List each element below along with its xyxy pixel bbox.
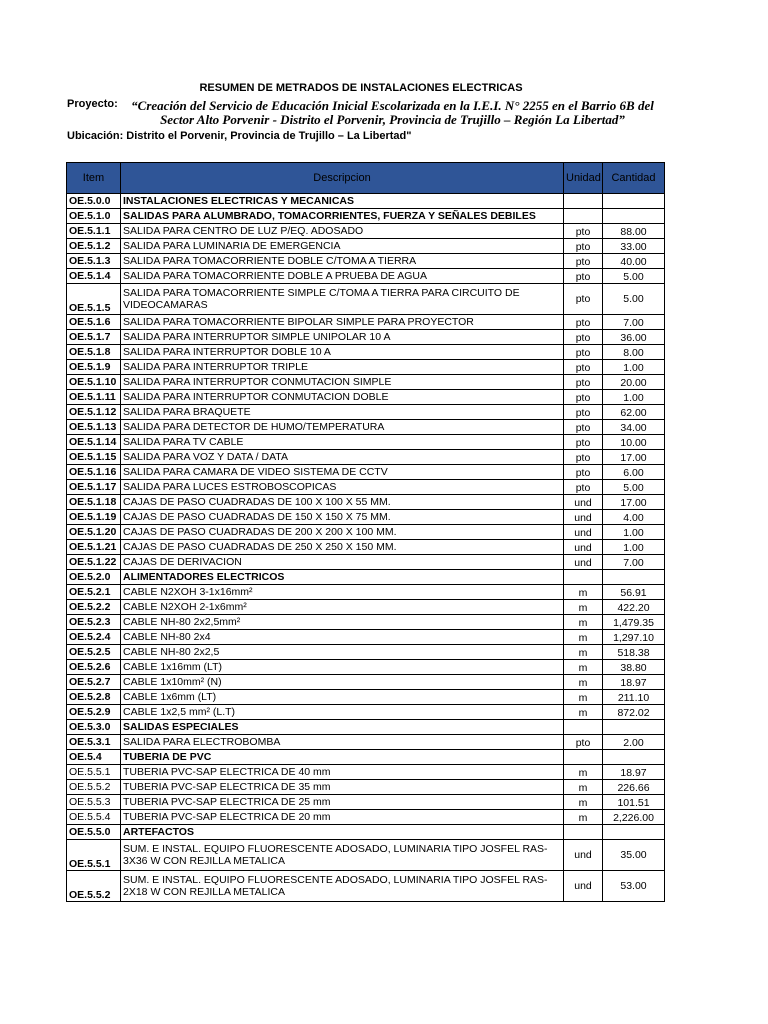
row-unit: pto (564, 284, 603, 315)
row-item-code: OE.5.2.0 (67, 570, 121, 585)
table-row (67, 375, 665, 390)
row-quantity: 56.91 (603, 585, 665, 600)
row-unit: pto (564, 345, 603, 360)
row-quantity: 38.80 (603, 660, 665, 675)
row-unit: pto (564, 435, 603, 450)
table-row (67, 585, 665, 600)
row-description: CABLE 1x10mm² (N) (121, 675, 564, 690)
row-quantity: 5.00 (603, 284, 665, 315)
table-row (67, 209, 665, 224)
row-unit: m (564, 660, 603, 675)
row-unit: m (564, 690, 603, 705)
row-unit: pto (564, 224, 603, 239)
row-quantity: 40.00 (603, 254, 665, 269)
row-item-code: OE.5.1.17 (67, 480, 121, 495)
row-unit: pto (564, 420, 603, 435)
table-row (67, 345, 665, 360)
row-description: SALIDA PARA VOZ Y DATA / DATA (121, 450, 564, 465)
table-row (67, 269, 665, 284)
row-item-code: OE.5.1.11 (67, 390, 121, 405)
row-item-code: OE.5.2.3 (67, 615, 121, 630)
table-row (67, 540, 665, 555)
table-row (67, 705, 665, 720)
row-unit: pto (564, 239, 603, 254)
table-row (67, 825, 665, 840)
table-row (67, 615, 665, 630)
row-unit: pto (564, 254, 603, 269)
row-quantity: 5.00 (603, 480, 665, 495)
row-item-code: OE.5.1.1 (67, 224, 121, 239)
row-unit: und (564, 510, 603, 525)
project-description (120, 99, 665, 127)
row-unit (564, 720, 603, 735)
row-quantity: 1.00 (603, 525, 665, 540)
row-quantity: 101.51 (603, 795, 665, 810)
row-item-code: OE.5.2.1 (67, 585, 121, 600)
row-item-code: OE.5.3.1 (67, 735, 121, 750)
project-description-line-2: Sector Alto Porvenir - Distrito el Porvenir, Provincia de Trujillo – Región La Libertad” (160, 112, 625, 127)
row-unit: m (564, 795, 603, 810)
row-unit: pto (564, 450, 603, 465)
row-description: SALIDA PARA CENTRO DE LUZ P/EQ. ADOSADO (121, 224, 564, 239)
row-item-code: OE.5.2.2 (67, 600, 121, 615)
row-unit: m (564, 645, 603, 660)
table-row (67, 495, 665, 510)
row-quantity: 518.38 (603, 645, 665, 660)
row-description: SUM. E INSTAL. EQUIPO FLUORESCENTE ADOSADO, LUMINARIA TIPO JOSFEL RAS-2X18 W CON REJILLA METALICA (121, 871, 564, 902)
row-description: SALIDA PARA INTERRUPTOR CONMUTACION DOBLE (121, 390, 564, 405)
table-row (67, 405, 665, 420)
row-item-code: OE.5.1.13 (67, 420, 121, 435)
row-description: SALIDA PARA DETECTOR DE HUMO/TEMPERATURA (121, 420, 564, 435)
row-description: CABLE N2XOH 2-1x6mm² (121, 600, 564, 615)
row-description: CABLE 1x2,5 mm² (L.T) (121, 705, 564, 720)
table-row (67, 720, 665, 735)
row-item-code: OE.5.2.4 (67, 630, 121, 645)
row-quantity: 7.00 (603, 555, 665, 570)
row-quantity: 18.97 (603, 675, 665, 690)
table-row (67, 675, 665, 690)
row-quantity: 17.00 (603, 495, 665, 510)
row-item-code: OE.5.1.15 (67, 450, 121, 465)
row-item-code: OE.5.1.7 (67, 330, 121, 345)
row-unit (564, 825, 603, 840)
row-description: TUBERIA PVC-SAP ELECTRICA DE 20 mm (121, 810, 564, 825)
row-description: SALIDAS PARA ALUMBRADO, TOMACORRIENTES, FUERZA Y SEÑALES DEBILES (121, 209, 564, 224)
row-unit: pto (564, 375, 603, 390)
row-item-code: OE.5.5.2 (67, 780, 121, 795)
row-description: CABLE NH-80 2x2,5mm² (121, 615, 564, 630)
row-item-code: OE.5.1.22 (67, 555, 121, 570)
row-unit: m (564, 630, 603, 645)
table-row (67, 360, 665, 375)
row-description: CAJAS DE PASO CUADRADAS DE 100 X 100 X 55 MM. (121, 495, 564, 510)
row-description: CABLE 1x16mm (LT) (121, 660, 564, 675)
table-row (67, 630, 665, 645)
row-item-code: OE.5.1.20 (67, 525, 121, 540)
row-description: CABLE N2XOH 3-1x16mm² (121, 585, 564, 600)
row-description: TUBERIA DE PVC (121, 750, 564, 765)
row-item-code: OE.5.1.9 (67, 360, 121, 375)
row-description: SALIDA PARA INTERRUPTOR TRIPLE (121, 360, 564, 375)
row-unit: pto (564, 465, 603, 480)
table-row (67, 420, 665, 435)
row-item-code: OE.5.2.8 (67, 690, 121, 705)
row-quantity: 35.00 (603, 840, 665, 871)
row-unit: m (564, 780, 603, 795)
table-row (67, 194, 665, 209)
row-quantity: 2,226.00 (603, 810, 665, 825)
row-item-code: OE.5.1.12 (67, 405, 121, 420)
row-item-code: OE.5.2.9 (67, 705, 121, 720)
row-item-code: OE.5.5.0 (67, 825, 121, 840)
row-item-code: OE.5.1.5 (67, 284, 121, 315)
row-description: SALIDA PARA LUCES ESTROBOSCOPICAS (121, 480, 564, 495)
row-item-code: OE.5.1.21 (67, 540, 121, 555)
table-row (67, 735, 665, 750)
row-quantity: 62.00 (603, 405, 665, 420)
row-description: SALIDA PARA TOMACORRIENTE DOBLE C/TOMA A TIERRA (121, 254, 564, 269)
row-quantity: 4.00 (603, 510, 665, 525)
row-quantity: 33.00 (603, 239, 665, 254)
row-quantity: 1.00 (603, 540, 665, 555)
row-description: SALIDA PARA INTERRUPTOR SIMPLE UNIPOLAR 10 A (121, 330, 564, 345)
row-description: SALIDAS ESPECIALES (121, 720, 564, 735)
row-quantity: 53.00 (603, 871, 665, 902)
row-unit: und (564, 840, 603, 871)
row-unit: pto (564, 330, 603, 345)
row-description: CAJAS DE PASO CUADRADAS DE 200 X 200 X 100 MM. (121, 525, 564, 540)
row-item-code: OE.5.1.2 (67, 239, 121, 254)
table-row (67, 435, 665, 450)
row-quantity: 226.66 (603, 780, 665, 795)
row-item-code: OE.5.0.0 (67, 194, 121, 209)
row-quantity (603, 750, 665, 765)
row-item-code: OE.5.2.5 (67, 645, 121, 660)
table-row (67, 525, 665, 540)
row-quantity: 20.00 (603, 375, 665, 390)
row-description: CABLE NH-80 2x2,5 (121, 645, 564, 660)
row-item-code: OE.5.1.19 (67, 510, 121, 525)
table-row (67, 465, 665, 480)
row-unit (564, 209, 603, 224)
table-row (67, 480, 665, 495)
row-unit: pto (564, 360, 603, 375)
row-item-code: OE.5.1.0 (67, 209, 121, 224)
row-quantity: 18.97 (603, 765, 665, 780)
row-unit (564, 750, 603, 765)
row-item-code: OE.5.5.1 (67, 840, 121, 871)
row-description: INSTALACIONES ELECTRICAS Y MECANICAS (121, 194, 564, 209)
row-description: SALIDA PARA INTERRUPTOR CONMUTACION SIMPLE (121, 375, 564, 390)
row-description: TUBERIA PVC-SAP ELECTRICA DE 40 mm (121, 765, 564, 780)
row-unit: m (564, 600, 603, 615)
table-row (67, 330, 665, 345)
project-description-line-1: “Creación del Servicio de Educación Inicial Escolarizada en la I.E.I. N° 2255 en el Barrio 6B del (131, 98, 654, 113)
row-unit: pto (564, 480, 603, 495)
table-row (67, 510, 665, 525)
row-item-code: OE.5.1.14 (67, 435, 121, 450)
table-row (67, 315, 665, 330)
row-unit: m (564, 675, 603, 690)
table-row (67, 450, 665, 465)
row-unit: pto (564, 315, 603, 330)
row-quantity (603, 570, 665, 585)
row-item-code: OE.5.5.4 (67, 810, 121, 825)
row-description: CABLE 1x6mm (LT) (121, 690, 564, 705)
row-item-code: OE.5.3.0 (67, 720, 121, 735)
table-row (67, 660, 665, 675)
row-unit (564, 194, 603, 209)
row-quantity: 422.20 (603, 600, 665, 615)
row-item-code: OE.5.5.2 (67, 871, 121, 902)
row-item-code: OE.5.1.6 (67, 315, 121, 330)
table-body (67, 194, 665, 902)
row-quantity: 1,297.10 (603, 630, 665, 645)
table-row (67, 765, 665, 780)
row-description: TUBERIA PVC-SAP ELECTRICA DE 25 mm (121, 795, 564, 810)
row-quantity: 8.00 (603, 345, 665, 360)
table-row (67, 750, 665, 765)
row-item-code: OE.5.1.18 (67, 495, 121, 510)
row-item-code: OE.5.5.1 (67, 765, 121, 780)
row-item-code: OE.5.1.8 (67, 345, 121, 360)
row-unit: m (564, 585, 603, 600)
row-description: CABLE NH-80 2x4 (121, 630, 564, 645)
header-description: Descripcion (121, 163, 564, 194)
row-item-code: OE.5.4 (67, 750, 121, 765)
row-unit: und (564, 871, 603, 902)
row-quantity (603, 194, 665, 209)
row-unit: pto (564, 405, 603, 420)
row-quantity: 1.00 (603, 390, 665, 405)
table-row (67, 810, 665, 825)
table-header-row (67, 163, 665, 194)
row-unit: und (564, 525, 603, 540)
row-unit: pto (564, 269, 603, 284)
row-unit: m (564, 615, 603, 630)
row-unit: und (564, 495, 603, 510)
row-item-code: OE.5.2.7 (67, 675, 121, 690)
row-quantity: 17.00 (603, 450, 665, 465)
row-quantity: 211.10 (603, 690, 665, 705)
row-unit: pto (564, 735, 603, 750)
row-quantity: 2.00 (603, 735, 665, 750)
row-description: SALIDA PARA ELECTROBOMBA (121, 735, 564, 750)
row-quantity (603, 825, 665, 840)
table-row (67, 780, 665, 795)
row-quantity: 872.02 (603, 705, 665, 720)
header-item: Item (67, 163, 121, 194)
table-row (67, 239, 665, 254)
row-item-code: OE.5.2.6 (67, 660, 121, 675)
table-row (67, 795, 665, 810)
table-row (67, 871, 665, 902)
row-item-code: OE.5.5.3 (67, 795, 121, 810)
row-unit (564, 570, 603, 585)
row-item-code: OE.5.1.16 (67, 465, 121, 480)
table-row (67, 690, 665, 705)
row-description: SALIDA PARA TOMACORRIENTE DOBLE A PRUEBA DE AGUA (121, 269, 564, 284)
header-quantity: Cantidad (603, 163, 665, 194)
metrados-table (66, 162, 665, 902)
table-row (67, 840, 665, 871)
location-line: Ubicación: Distrito el Porvenir, Provincia de Trujillo – La Libertad" (67, 130, 412, 142)
row-unit: m (564, 810, 603, 825)
row-quantity (603, 209, 665, 224)
row-quantity: 34.00 (603, 420, 665, 435)
row-description: ARTEFACTOS (121, 825, 564, 840)
table-row (67, 254, 665, 269)
row-description: SALIDA PARA BRAQUETE (121, 405, 564, 420)
row-unit: m (564, 705, 603, 720)
row-description: ALIMENTADORES ELECTRICOS (121, 570, 564, 585)
row-unit: und (564, 555, 603, 570)
row-quantity: 5.00 (603, 269, 665, 284)
row-description: SALIDA PARA INTERRUPTOR DOBLE 10 A (121, 345, 564, 360)
row-quantity: 36.00 (603, 330, 665, 345)
project-label: Proyecto: (67, 98, 118, 110)
row-description: SALIDA PARA TOMACORRIENTE SIMPLE C/TOMA A TIERRA PARA CIRCUITO DE VIDEOCAMARAS (121, 284, 564, 315)
row-quantity: 1.00 (603, 360, 665, 375)
table-row (67, 570, 665, 585)
row-description: CAJAS DE PASO CUADRADAS DE 150 X 150 X 75 MM. (121, 510, 564, 525)
row-item-code: OE.5.1.4 (67, 269, 121, 284)
row-unit: pto (564, 390, 603, 405)
row-item-code: OE.5.1.3 (67, 254, 121, 269)
table-row (67, 284, 665, 315)
header-unit: Unidad (564, 163, 603, 194)
table-row (67, 600, 665, 615)
table-row (67, 390, 665, 405)
row-item-code: OE.5.1.10 (67, 375, 121, 390)
row-quantity (603, 720, 665, 735)
document-title: RESUMEN DE METRADOS DE INSTALACIONES ELECTRICAS (199, 82, 523, 94)
row-description: SALIDA PARA LUMINARIA DE EMERGENCIA (121, 239, 564, 254)
row-description: SALIDA PARA TV CABLE (121, 435, 564, 450)
row-unit: und (564, 540, 603, 555)
row-unit: m (564, 765, 603, 780)
row-quantity: 1,479.35 (603, 615, 665, 630)
table-row (67, 224, 665, 239)
row-description: CAJAS DE DERIVACION (121, 555, 564, 570)
table-row (67, 555, 665, 570)
row-description: TUBERIA PVC-SAP ELECTRICA DE 35 mm (121, 780, 564, 795)
row-quantity: 7.00 (603, 315, 665, 330)
row-description: CAJAS DE PASO CUADRADAS DE 250 X 250 X 150 MM. (121, 540, 564, 555)
row-description: SALIDA PARA TOMACORRIENTE BIPOLAR SIMPLE PARA PROYECTOR (121, 315, 564, 330)
table-row (67, 645, 665, 660)
row-quantity: 6.00 (603, 465, 665, 480)
row-description: SALIDA PARA CAMARA DE VIDEO SISTEMA DE CCTV (121, 465, 564, 480)
row-description: SUM. E INSTAL. EQUIPO FLUORESCENTE ADOSADO, LUMINARIA TIPO JOSFEL RAS-3X36 W CON REJILLA METALICA (121, 840, 564, 871)
row-quantity: 88.00 (603, 224, 665, 239)
row-quantity: 10.00 (603, 435, 665, 450)
